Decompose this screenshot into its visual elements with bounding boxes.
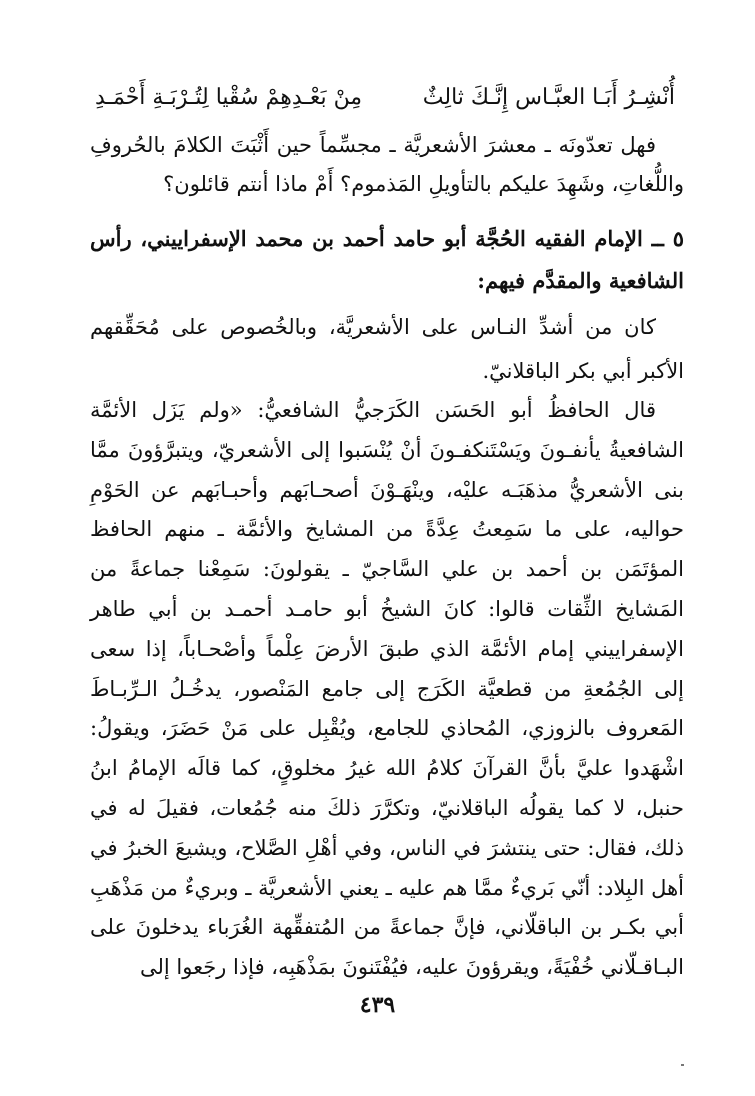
section-heading: ٥ ــ الإمام الفقيه الحُجَّة أبو حامد أحمد بن محمد الإسفراييني، رأس الشافعية والمقدَّم فيهم: (90, 226, 684, 293)
margin-dot (681, 1064, 684, 1066)
paragraph-intro (90, 305, 684, 393)
paragraph-question (90, 126, 684, 204)
page-number: ٤٣٩ (359, 992, 396, 1018)
paragraph-quotation-text: قال الحافظُ أبو الحَسَن الكَرَجيُّ الشافعيُّ: «ولم يَزَل الأئمَّة الشافعيةُ يأنفـونَ ويَسْتَنكفـونَ أنْ يُنْسَبوا إلى الأشعريّ، ويتبرَّؤونَ ممَّا بنى الأشعريُّ مذهَبَـه عليْه، وينْهَـوْنَ أصحـابَهم وأحبـابَهم عن الحَوْمِ حواليه، على ما سَمِعتُ عِدَّةً من المشايخ والأئمَّة ـ منهم الحافظ المؤتَمَن بن أحمد بن علي السَّاجيّ ـ يقولونَ: سَمِعْنا جماعةً من المَشايخ الثِّقات قالوا: كانَ الشيخُ أبو حامـد أحمـد بن أبي طاهر الإسفراييني إمام الأئمَّة الذي طبقَ الأرضَ عِلْماً وأصْحـاباً، إذا سعى إلى الجُمُعةِ من قطعيَّة الكَرَج إلى جامع المَنْصور، يدخُـلُ الـرِّبـاطَ المَعروف بالزوزي، المُحاذي للجامع، ويُقْبِل على مَنْ حَضَرَ، ويقولُ: اشْهَدوا عليَّ بأنَّ القرآنَ كلامُ الله غيرُ مخلوقٍ، كما قالَه الإمامُ ابنُ حنبل، لا كما يقولُه الباقلانيّ، وتكرَّرَ ذلكَ منه جُمُعات، فقيلَ له في ذلك، فقال: حتى ينتشرَ في الناس، وفي أهْلِ الصَّلاح، ويشيعَ الخبرُ في أهل البِلاد: أنّي بَريءٌ ممَّا هم عليه ـ يعني الأشعريَّة ـ وبريءٌ من مَذْهَبِ أبي بكـر بن الباقلّاني، فإنَّ جماعةً من المُتفقِّهة الغُرَباء يدخلونَ على البـاقـلّاني خُفْيَةً، ويقرؤونَ عليه، فيُفْتَنونَ بمَذْهَبِه، فإذا رجَعوا إلى (90, 398, 684, 980)
paragraph-question-text: فهل تعدّونَه ـ معشرَ الأشعريَّة ـ مجسِّماً حين أَثْبَتَ الكلامَ بالحُروفِ واللُّغاتِ، وشَهِدَ عليكم بالتأويلِ المَذموم؟ أَمْ ماذا أنتم قائلون؟ (90, 133, 684, 196)
verse-second-hemistich: مِنْ بَعْـدِهِمْ سُقْيا لِتُـرْبَـةِ أَحْمَـدِ (95, 85, 363, 110)
verse-first-hemistich: أُنْشِـرُ أَبَـا العبَّـاس إِنَّـكَ ثالِثٌ (422, 85, 675, 110)
paragraph-intro-text: كان من أشدِّ النـاس على الأشعريَّة، وبالخُصوص على مُحَقِّقهم الأكبر أبي بكر الباقلانيّ. (90, 315, 684, 383)
poem-verse (95, 78, 675, 118)
paragraph-quotation (90, 391, 684, 988)
